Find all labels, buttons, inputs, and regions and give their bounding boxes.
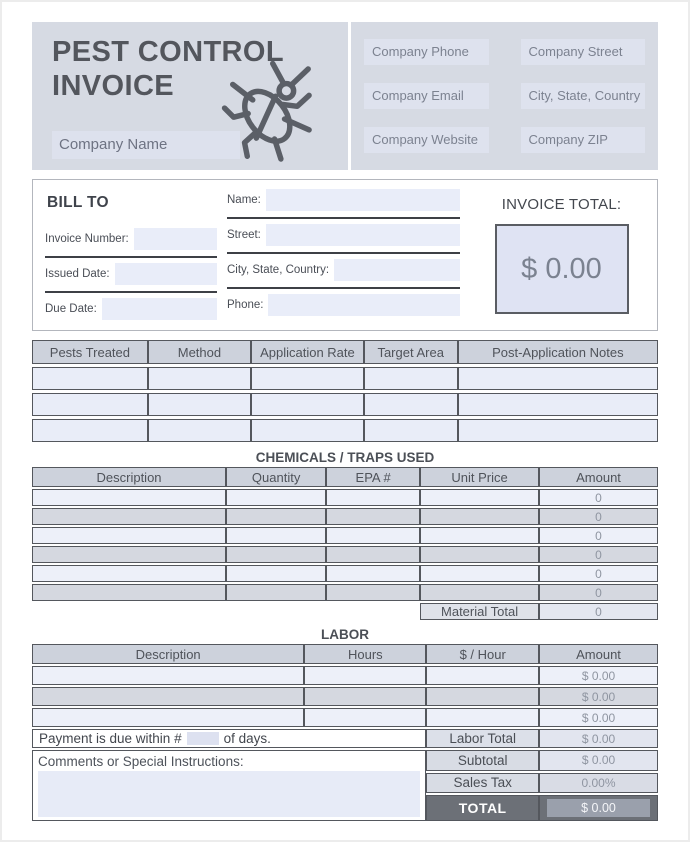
customer-city-row	[227, 254, 460, 289]
labor-header-description: Description	[32, 644, 304, 664]
company-zip-field[interactable]: Company ZIP	[521, 127, 646, 153]
customer-phone-input[interactable]	[268, 294, 460, 316]
pests-header-application-rate: Application Rate	[251, 340, 364, 364]
subtotal-row	[32, 750, 658, 771]
labor-cell[interactable]	[426, 708, 539, 727]
customer-street-row	[227, 219, 460, 254]
labor-header-amount: Amount	[539, 644, 658, 664]
labor-amount-cell: $ 0.00	[539, 708, 658, 727]
invoice-total-column	[480, 189, 643, 322]
customer-name-input[interactable]	[266, 189, 460, 211]
chem-cell[interactable]	[226, 527, 326, 544]
labor-cell[interactable]	[304, 666, 426, 685]
chem-cell[interactable]	[226, 584, 326, 601]
pests-cell[interactable]	[251, 393, 364, 416]
chem-cell[interactable]	[32, 489, 226, 506]
customer-city-label: City, State, Country:	[227, 264, 330, 276]
grand-total-label: TOTAL	[426, 795, 539, 821]
labor-total-value: $ 0.00	[539, 729, 658, 748]
customer-phone-row	[227, 289, 460, 322]
chem-amount-cell: 0	[539, 508, 658, 525]
pests-cell[interactable]	[251, 367, 364, 390]
issued-date-label: Issued Date:	[45, 268, 110, 280]
pests-cell[interactable]	[458, 393, 658, 416]
chem-amount-cell: 0	[539, 546, 658, 563]
chemicals-row	[32, 489, 658, 506]
subtotal-label: Subtotal	[426, 750, 539, 771]
labor-cell[interactable]	[304, 687, 426, 706]
chem-cell[interactable]	[32, 508, 226, 525]
chem-header-unit-price: Unit Price	[420, 467, 539, 487]
chemicals-row	[32, 508, 658, 525]
chem-cell[interactable]	[420, 565, 539, 582]
chem-cell[interactable]	[32, 527, 226, 544]
chem-amount-cell: 0	[539, 527, 658, 544]
invoice-total-value: $ 0.00	[495, 224, 629, 314]
company-phone-field[interactable]: Company Phone	[364, 39, 489, 65]
header-brand-panel	[32, 22, 348, 170]
subtotal-value: $ 0.00	[539, 750, 658, 771]
due-date-row	[45, 293, 217, 326]
sales-tax-label: Sales Tax	[426, 773, 539, 794]
header	[32, 22, 658, 170]
chem-cell[interactable]	[32, 546, 226, 563]
labor-amount-cell: $ 0.00	[539, 687, 658, 706]
invoice-number-input[interactable]	[134, 228, 217, 250]
customer-phone-label: Phone:	[227, 299, 264, 311]
payment-terms-prefix: Payment is due within #	[39, 731, 182, 746]
grand-total-cell	[539, 795, 658, 821]
comments-label: Comments or Special Instructions:	[38, 754, 244, 769]
chem-header-description: Description	[32, 467, 226, 487]
bill-to-heading: BILL TO	[47, 194, 109, 211]
labor-table	[32, 642, 658, 823]
chem-cell[interactable]	[326, 584, 420, 601]
labor-amount-cell: $ 0.00	[539, 666, 658, 685]
labor-header-row	[32, 644, 658, 664]
pests-cell[interactable]	[148, 393, 251, 416]
chem-cell[interactable]	[420, 489, 539, 506]
labor-header-hours: Hours	[304, 644, 426, 664]
chem-cell[interactable]	[326, 489, 420, 506]
labor-cell[interactable]	[426, 687, 539, 706]
pests-header-row	[32, 340, 658, 364]
pests-cell[interactable]	[458, 367, 658, 390]
chem-cell[interactable]	[226, 546, 326, 563]
pests-header-method: Method	[148, 340, 251, 364]
company-email-field[interactable]: Company Email	[364, 83, 489, 109]
customer-column	[227, 189, 480, 322]
chem-cell[interactable]	[326, 527, 420, 544]
pests-treated-table	[32, 337, 658, 445]
customer-city-input[interactable]	[334, 259, 460, 281]
labor-row	[32, 708, 658, 727]
customer-name-row	[227, 189, 460, 219]
chem-cell[interactable]	[420, 527, 539, 544]
page-title-line2: INVOICE	[52, 70, 175, 103]
pests-cell[interactable]	[148, 419, 251, 442]
due-date-label: Due Date:	[45, 303, 97, 315]
pests-header-notes: Post-Application Notes	[458, 340, 658, 364]
chem-header-quantity: Quantity	[226, 467, 326, 487]
grand-total-value: $ 0.00	[547, 799, 650, 817]
chem-amount-cell: 0	[539, 489, 658, 506]
pests-header-pests-treated: Pests Treated	[32, 340, 148, 364]
pests-cell[interactable]	[148, 367, 251, 390]
material-total-value: 0	[539, 603, 658, 620]
company-website-field[interactable]: Company Website	[364, 127, 489, 153]
labor-cell[interactable]	[426, 666, 539, 685]
chem-header-amount: Amount	[539, 467, 658, 487]
chemicals-row	[32, 584, 658, 601]
pests-row	[32, 367, 658, 390]
labor-row	[32, 666, 658, 685]
invoice-meta-column	[45, 189, 227, 322]
chem-cell[interactable]	[420, 546, 539, 563]
chem-cell[interactable]	[326, 508, 420, 525]
material-total-row	[32, 603, 658, 620]
labor-total-label: Labor Total	[426, 729, 539, 748]
chem-cell[interactable]	[226, 508, 326, 525]
customer-street-label: Street:	[227, 229, 261, 241]
labor-cell[interactable]	[32, 666, 304, 685]
labor-section-title: LABOR	[321, 627, 369, 642]
labor-cell[interactable]	[32, 687, 304, 706]
pests-header-target-area: Target Area	[364, 340, 458, 364]
payment-days-input[interactable]	[187, 732, 219, 745]
payment-terms-note	[32, 729, 426, 748]
chemicals-row	[32, 565, 658, 582]
payment-terms-row	[32, 729, 658, 748]
chem-amount-cell: 0	[539, 584, 658, 601]
chem-cell[interactable]	[32, 565, 226, 582]
labor-header-rate: $ / Hour	[426, 644, 539, 664]
pests-cell[interactable]	[32, 367, 148, 390]
chem-cell[interactable]	[420, 584, 539, 601]
invoice-number-row	[45, 223, 217, 258]
chem-header-epa: EPA #	[326, 467, 420, 487]
material-total-spacer	[32, 603, 420, 620]
bug-icon	[220, 53, 320, 170]
due-date-input[interactable]	[102, 298, 217, 320]
customer-name-label: Name:	[227, 194, 261, 206]
chemicals-table	[32, 465, 658, 622]
chem-cell[interactable]	[226, 565, 326, 582]
page-title-line1: PEST CONTROL	[52, 36, 284, 68]
material-total-label: Material Total	[420, 603, 539, 620]
chem-cell[interactable]	[326, 546, 420, 563]
bill-to-section	[32, 179, 658, 331]
chem-cell[interactable]	[420, 508, 539, 525]
pests-cell[interactable]	[32, 393, 148, 416]
labor-cell[interactable]	[304, 708, 426, 727]
invoice-total-label: INVOICE TOTAL:	[501, 196, 622, 213]
pests-row	[32, 393, 658, 416]
payment-terms-suffix: of days.	[223, 731, 271, 746]
company-name-field[interactable]: Company Name	[52, 131, 240, 159]
pests-cell[interactable]	[32, 419, 148, 442]
customer-street-input[interactable]	[266, 224, 460, 246]
issued-date-row	[45, 258, 217, 293]
invoice-number-label: Invoice Number:	[45, 233, 129, 245]
header-contact-panel	[351, 22, 658, 170]
chem-cell[interactable]	[226, 489, 326, 506]
labor-row	[32, 687, 658, 706]
pests-cell[interactable]	[458, 419, 658, 442]
issued-date-input[interactable]	[115, 263, 217, 285]
pests-cell[interactable]	[364, 393, 458, 416]
chemicals-row	[32, 546, 658, 563]
chemicals-section-title: CHEMICALS / TRAPS USED	[255, 450, 435, 465]
comments-input[interactable]	[38, 771, 420, 817]
chemicals-row	[32, 527, 658, 544]
chemicals-header-row	[32, 467, 658, 487]
chem-cell[interactable]	[32, 584, 226, 601]
pests-cell[interactable]	[364, 419, 458, 442]
chem-cell[interactable]	[326, 565, 420, 582]
company-street-field[interactable]: Company Street	[521, 39, 646, 65]
comments-cell	[32, 750, 426, 821]
sales-tax-value: 0.00%	[539, 773, 658, 794]
chem-amount-cell: 0	[539, 565, 658, 582]
labor-cell[interactable]	[32, 708, 304, 727]
pests-row	[32, 419, 658, 442]
pests-cell[interactable]	[251, 419, 364, 442]
company-city-state-country-field[interactable]: City, State, Country	[521, 83, 646, 109]
pests-cell[interactable]	[364, 367, 458, 390]
